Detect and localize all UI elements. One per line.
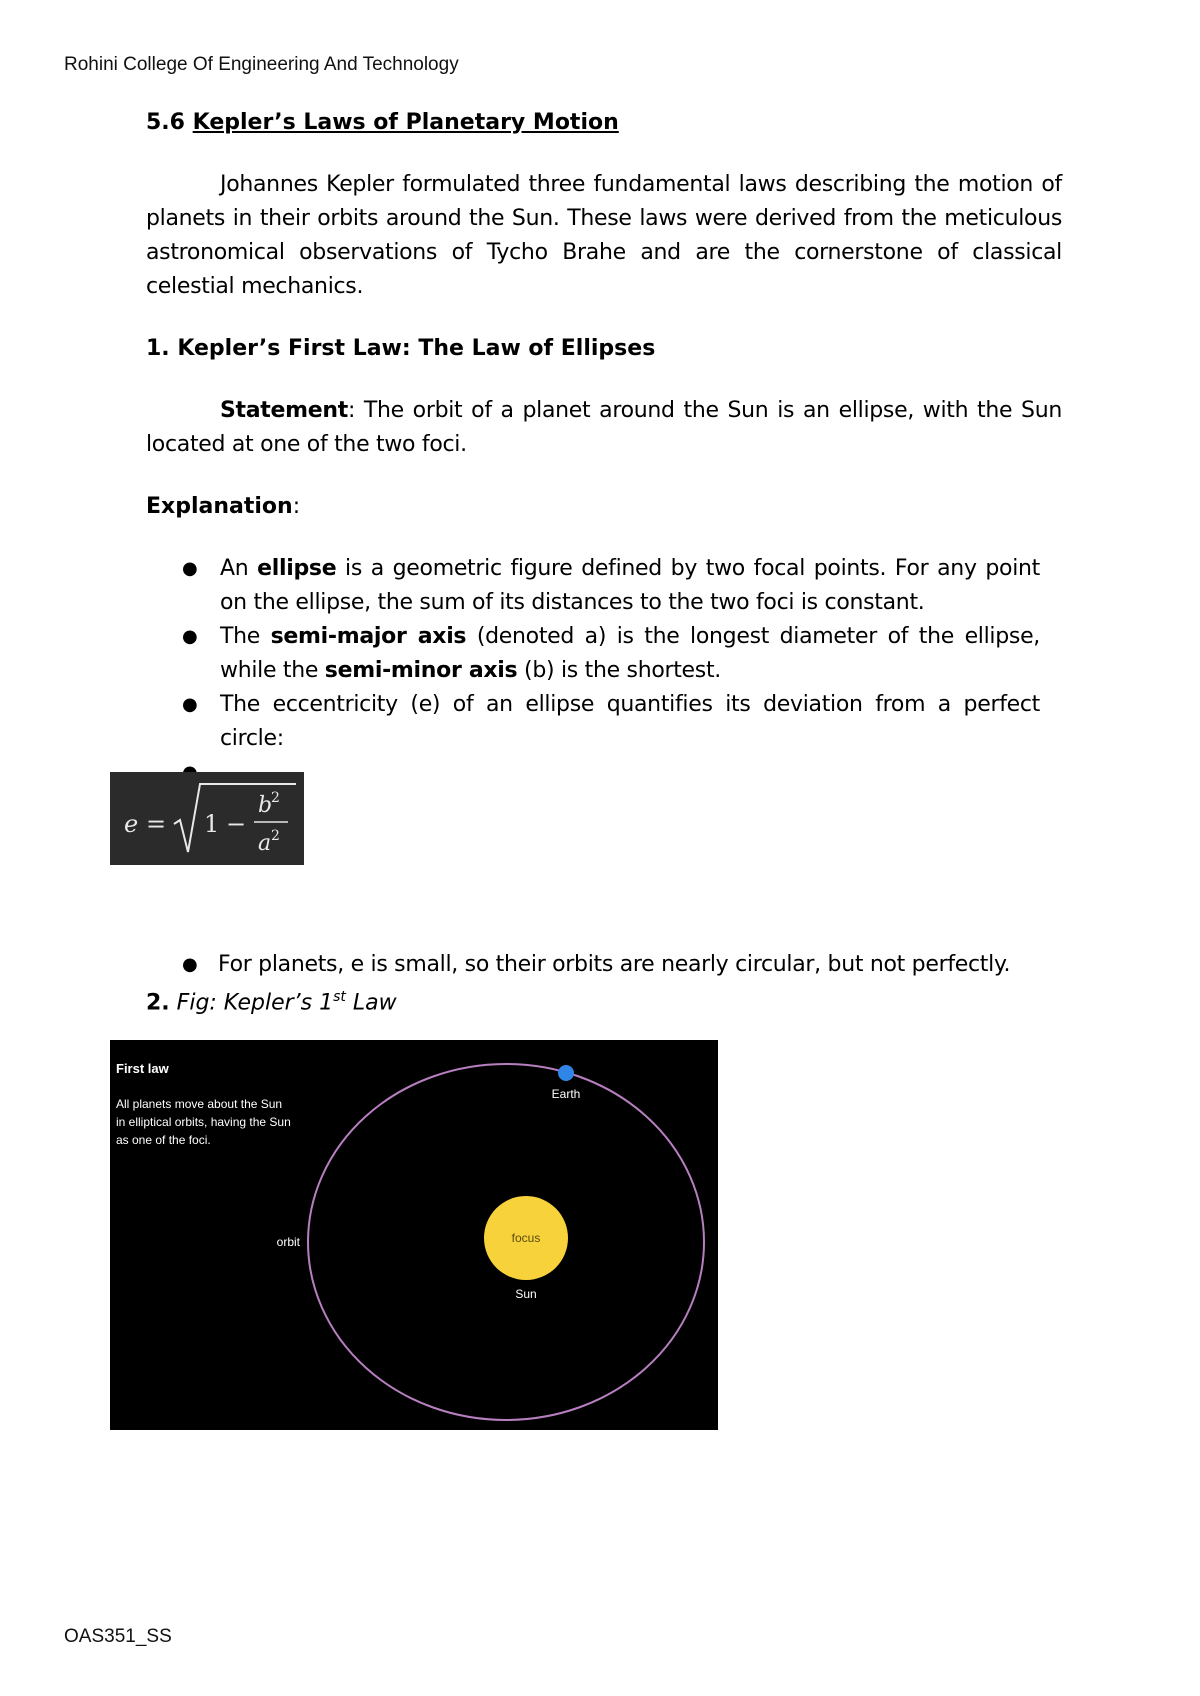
- bullet-text: An: [220, 556, 258, 581]
- bullet-text: (b) is the shortest.: [517, 658, 721, 683]
- bullet-text: (denoted a) is the longest diameter of the ellipse, while the: [220, 624, 1040, 683]
- bullet-dot: ●: [182, 558, 198, 579]
- formula-one: 1: [204, 810, 220, 838]
- figure-caption: [146, 980, 397, 1020]
- kepler-first-law-figure: [110, 1040, 718, 1430]
- section-heading: [146, 106, 1062, 140]
- explanation-heading: [146, 490, 1062, 524]
- list-item: [146, 948, 1086, 982]
- focus-label: focus: [511, 1231, 541, 1245]
- caption-tail: Law: [345, 990, 397, 1016]
- formula-b-exp: 2: [271, 790, 280, 806]
- bullet-text: The eccentricity (e) of an ellipse quantifies its deviation from a perfect circle:: [220, 692, 1040, 751]
- list-item: [146, 552, 1040, 620]
- explanation-list: [146, 552, 1062, 790]
- term-ellipse: ellipse: [257, 556, 337, 581]
- intro-paragraph: Johannes Kepler formulated three fundamental laws describing the motion of planets in their orbits around the Sun. These laws were derived from the meticulous astronomical observations of Tycho Brahe and are the cornerstone of classical celestial mechanics.: [146, 172, 1062, 299]
- formula-minus: −: [226, 810, 247, 838]
- earth-circle: [558, 1065, 574, 1081]
- term-semi-minor-axis: semi-minor axis: [324, 658, 518, 683]
- first-law-heading: 1. Kepler’s First Law: The Law of Ellipses: [146, 336, 656, 361]
- caption-text: Fig: Kepler’s 1: [176, 990, 334, 1016]
- bullet-dot: ●: [182, 626, 198, 647]
- figure-title: First law: [116, 1061, 169, 1076]
- formula-a-exp: 2: [271, 828, 280, 844]
- explanation-colon: :: [292, 494, 301, 519]
- document-body: [146, 106, 1062, 790]
- formula-equals: =: [146, 810, 167, 838]
- page-header: Rohini College Of Engineering And Technology: [64, 54, 459, 75]
- bullet-text: For planets, e is small, so their orbits are nearly circular, but not perfectly.: [218, 952, 1011, 977]
- sun-label: Sun: [515, 1287, 537, 1301]
- first-law-statement: [146, 394, 1062, 462]
- figure-desc-line: All planets move about the Sun: [116, 1097, 283, 1111]
- caption-superscript: st: [333, 989, 346, 1005]
- bullet-text: is a geometric figure defined by two focal points. For any point on the ellipse, the sum of its distances to the two foci is constant.: [220, 556, 1040, 615]
- term-semi-major-axis: semi-major axis: [270, 624, 467, 649]
- formula-a: a: [258, 831, 272, 856]
- bullet-dot: ●: [182, 694, 198, 715]
- figure-desc-line: as one of the foci.: [116, 1133, 211, 1147]
- formula-b: b: [258, 793, 273, 818]
- page-footer: OAS351_SS: [64, 1626, 172, 1647]
- explanation-label: Explanation: [146, 494, 293, 519]
- orbit-label: orbit: [276, 1235, 300, 1249]
- statement-label: Statement: [220, 398, 348, 423]
- caption-number: 2.: [146, 990, 170, 1016]
- list-item: [146, 620, 1040, 688]
- earth-label: Earth: [551, 1087, 581, 1101]
- statement-text: : The orbit of a planet around the Sun is an ellipse, with the Sun located at one of the two foci.: [146, 398, 1062, 457]
- section-title: Kepler’s Laws of Planetary Motion: [192, 110, 619, 135]
- bullet-text: The: [220, 624, 271, 649]
- formula-e: e: [124, 810, 139, 838]
- figure-desc-line: in elliptical orbits, having the Sun: [116, 1115, 291, 1129]
- list-item: [146, 688, 1040, 756]
- eccentricity-formula: [110, 772, 304, 865]
- section-number: 5.6: [146, 110, 185, 135]
- bullet-dot: ●: [182, 954, 198, 975]
